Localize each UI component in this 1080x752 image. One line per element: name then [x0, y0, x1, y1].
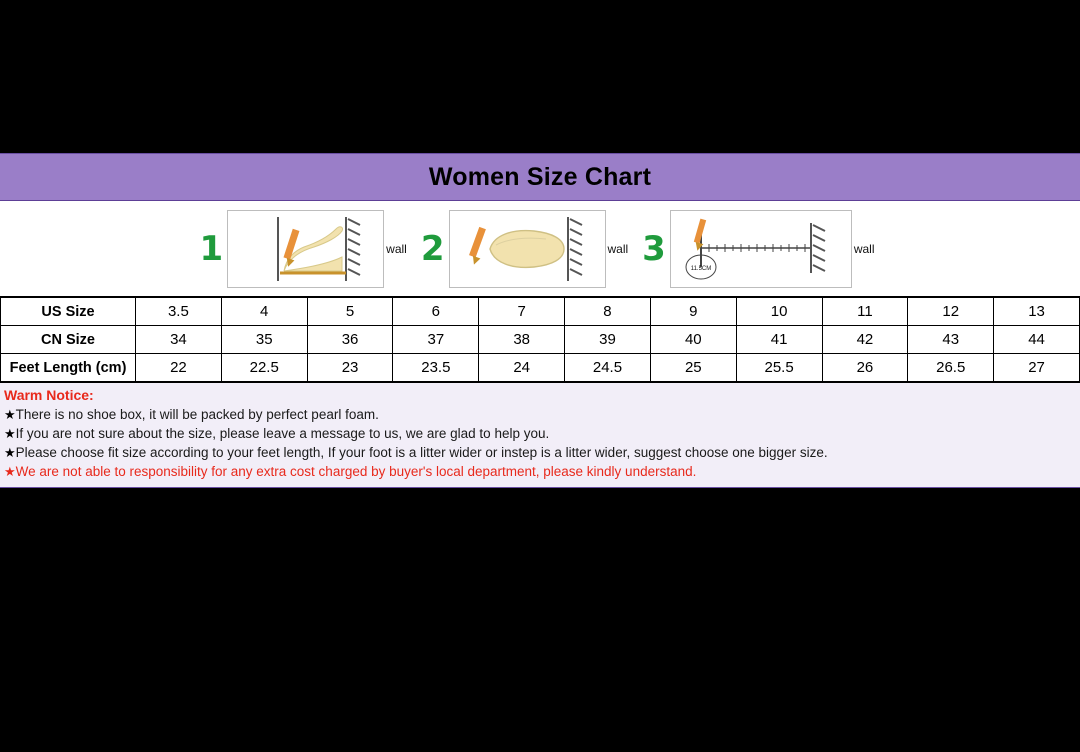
cell-us-7: 10	[736, 298, 822, 326]
cell-len-1: 22.5	[221, 354, 307, 382]
size-table	[0, 297, 1080, 382]
notice-line-1-text: There is no shoe box, it will be packed by perfect pearl foam.	[15, 407, 379, 422]
cell-cn-7: 41	[736, 326, 822, 354]
star-icon: ★	[4, 407, 16, 422]
cell-len-4: 24	[479, 354, 565, 382]
step-3-wall-label: wall	[853, 241, 875, 256]
cell-len-6: 25	[650, 354, 736, 382]
cell-us-4: 7	[479, 298, 565, 326]
notice-line-3-text: Please choose fit size according to your feet length, If your foot is a litter wider or instep is a litter wider, suggest choose one bigger size.	[15, 445, 828, 460]
cell-len-7: 25.5	[736, 354, 822, 382]
page-title: Women Size Chart	[428, 162, 652, 191]
notice-line-4	[4, 462, 1076, 481]
notice-line-2-text: If you are not sure about the size, please leave a message to us, we are glad to help you.	[15, 426, 550, 441]
cell-cn-10: 44	[994, 326, 1080, 354]
table-row	[1, 354, 1080, 382]
step-1-box	[227, 210, 384, 288]
step-2-wall-label: wall	[607, 241, 629, 256]
step-3-number: 3	[642, 228, 666, 269]
measurement-diagram-strip	[0, 201, 1080, 297]
cell-us-2: 5	[307, 298, 393, 326]
cell-cn-2: 36	[307, 326, 393, 354]
notice-line-4-text: We are not able to responsibility for any extra cost charged by buyer's local department, please kindly understand.	[15, 464, 697, 479]
step-2-box	[449, 210, 606, 288]
notice-line-1	[4, 405, 1076, 424]
cell-cn-1: 35	[221, 326, 307, 354]
cell-us-8: 11	[822, 298, 908, 326]
diagram-step-1	[199, 208, 412, 290]
cell-len-9: 26.5	[908, 354, 994, 382]
notice-line-3	[4, 443, 1076, 462]
step-3-box	[670, 210, 852, 288]
cell-cn-8: 42	[822, 326, 908, 354]
cell-len-0: 22	[136, 354, 222, 382]
cell-len-10: 27	[994, 354, 1080, 382]
cell-us-10: 13	[994, 298, 1080, 326]
cell-len-5: 24.5	[565, 354, 651, 382]
star-icon: ★	[4, 464, 16, 479]
step-1-number: 1	[199, 228, 224, 269]
cell-len-3: 23.5	[393, 354, 479, 382]
step-3-caption: 11.5CM	[690, 265, 712, 272]
cell-cn-5: 39	[565, 326, 651, 354]
cell-len-2: 23	[307, 354, 393, 382]
cell-cn-0: 34	[136, 326, 222, 354]
diagram-step-2	[421, 208, 634, 290]
star-icon: ★	[4, 426, 16, 441]
cell-us-5: 8	[565, 298, 651, 326]
cell-cn-6: 40	[650, 326, 736, 354]
cell-us-0: 3.5	[136, 298, 222, 326]
row-header-us-size: US Size	[1, 298, 136, 326]
cell-us-1: 4	[221, 298, 307, 326]
notice-line-2	[4, 424, 1076, 443]
cell-us-6: 9	[650, 298, 736, 326]
step-2-number: 2	[420, 228, 445, 269]
cell-us-3: 6	[393, 298, 479, 326]
row-header-feet-length: Feet Length (cm)	[1, 354, 136, 382]
star-icon: ★	[4, 445, 16, 460]
chart-title-bar	[0, 154, 1080, 201]
step-1-wall-label: wall	[386, 241, 407, 256]
cell-cn-3: 37	[393, 326, 479, 354]
cell-len-8: 26	[822, 354, 908, 382]
foot-side-view-icon	[228, 211, 383, 287]
diagram-step-3	[642, 208, 880, 290]
size-chart-card	[0, 153, 1080, 488]
cell-us-9: 12	[908, 298, 994, 326]
cell-cn-9: 43	[908, 326, 994, 354]
ruler-measure-icon	[671, 211, 851, 287]
table-row	[1, 298, 1080, 326]
warm-notice-block	[0, 382, 1080, 487]
notice-heading: Warm Notice:	[4, 387, 94, 403]
table-row	[1, 326, 1080, 354]
row-header-cn-size: CN Size	[1, 326, 136, 354]
foot-top-view-icon	[450, 211, 605, 287]
cell-cn-4: 38	[479, 326, 565, 354]
